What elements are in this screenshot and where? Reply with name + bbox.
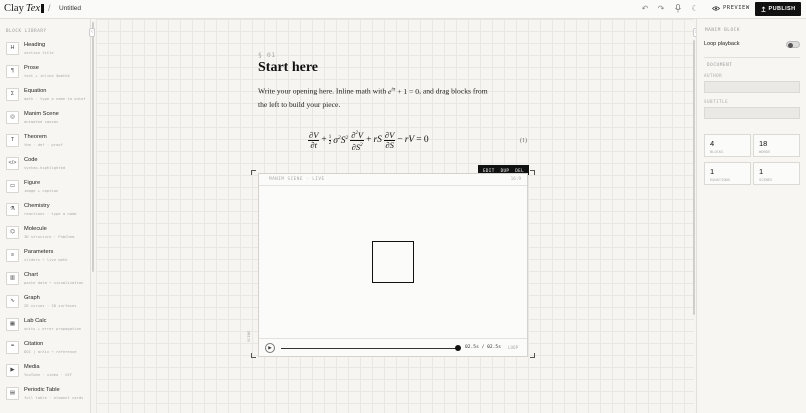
block-item-equation[interactable]	[6, 86, 90, 106]
theorem-icon: T	[6, 134, 19, 147]
block-item-theorem[interactable]	[6, 132, 90, 152]
block-item-heading[interactable]	[6, 40, 90, 60]
toggle-knob	[788, 43, 793, 48]
block-item-description: thm · def · proof	[24, 142, 63, 147]
block-item-prose[interactable]	[6, 63, 90, 83]
redo-icon[interactable]: ↷	[657, 4, 665, 13]
stat-blocks-value: 4	[710, 139, 715, 148]
author-field[interactable]	[704, 81, 800, 93]
block-item-chart[interactable]	[6, 270, 90, 290]
prose-text-line2: the left to build your piece.	[258, 99, 341, 109]
block-item-molecule[interactable]	[6, 224, 90, 244]
document-heading: DOCUMENT	[707, 63, 733, 68]
block-item-description: reactions · type a name	[24, 211, 77, 216]
graph-icon: ∿	[6, 295, 19, 308]
block-item-name: Media	[24, 364, 40, 370]
block-item-name: Lab Calc	[24, 318, 47, 324]
block-item-description: paste data → visualization	[24, 280, 84, 285]
microphone-icon[interactable]	[673, 4, 683, 14]
loop-playback-toggle[interactable]	[786, 41, 800, 48]
preview-button[interactable]	[712, 5, 750, 11]
stat-scenes-label: SCENES	[759, 178, 773, 182]
subtitle-label: SUBTITLE	[704, 99, 729, 104]
block-item-description: math · type a name to autof	[24, 96, 86, 101]
block-item-description: syntax-highlighted	[24, 165, 66, 170]
block-item-media[interactable]	[6, 362, 90, 382]
collapse-left-panel-button[interactable]: ‹	[89, 28, 95, 37]
subtitle-field[interactable]	[704, 107, 800, 119]
chart-icon: ▥	[6, 272, 19, 285]
stat-scenes-value: 1	[759, 167, 764, 176]
block-item-description: full table · element cards	[24, 395, 84, 400]
manim-header-divider	[259, 185, 527, 186]
moon-icon[interactable]: ☾	[691, 4, 699, 13]
block-item-name: Parameters	[24, 249, 54, 255]
block-item-code[interactable]	[6, 155, 90, 175]
selection-corner-br	[530, 353, 535, 358]
selection-corner-tr	[530, 170, 535, 175]
block-item-name: Code	[24, 157, 38, 163]
quote-icon: ❝	[6, 341, 19, 354]
block-library-panel	[0, 19, 91, 413]
media-icon: ▶	[6, 364, 19, 377]
loop-playback-label: Loop playback	[704, 41, 740, 47]
inline-math-base: e	[388, 86, 392, 96]
document-title[interactable]: Untitled	[59, 5, 82, 12]
stat-words-label: WORDS	[759, 150, 771, 154]
canvas-scrollbar[interactable]	[693, 40, 695, 315]
heading-icon: H	[6, 42, 19, 55]
manim-block-heading: MANIM BLOCK	[705, 28, 741, 33]
delete-block-button[interactable]: DEL	[515, 167, 525, 173]
block-item-description: image + caption	[24, 188, 59, 193]
eye-icon	[712, 6, 720, 11]
logo-word-clay: Clay	[4, 3, 24, 14]
block-item-description: animated canvas	[24, 119, 59, 124]
left-scrollbar[interactable]	[92, 22, 94, 272]
flask-icon: ⚗	[6, 203, 19, 216]
block-item-name: Figure	[24, 180, 41, 186]
logo-word-tex: Tex	[25, 3, 41, 14]
inline-math-sup: iπ	[391, 87, 396, 92]
stat-words	[753, 134, 800, 157]
sliders-icon: ≡	[6, 249, 19, 262]
eq-term-d2v: $\frac{\partial^2V}{\partial S^2}$	[351, 129, 364, 152]
calculator-icon: ▦	[6, 318, 19, 331]
block-item-description: YouTube · video · GIF	[24, 372, 73, 377]
selection-corner-tl	[251, 170, 256, 175]
block-library-heading: BLOCK LIBRARY	[6, 28, 47, 33]
heading-block[interactable]: Start here	[258, 60, 318, 75]
block-item-name: Citation	[24, 341, 44, 347]
stat-scenes	[753, 162, 800, 185]
logo-cursor-block	[41, 4, 44, 13]
block-item-chemistry[interactable]	[6, 201, 90, 221]
block-item-name: Manim Scene	[24, 111, 59, 117]
block-item-description: section title	[24, 50, 54, 55]
block-item-figure[interactable]	[6, 178, 90, 198]
aspect-ratio-label: 16:9	[510, 177, 521, 182]
manim-icon: ◎	[6, 111, 19, 124]
timeline-track[interactable]	[281, 348, 457, 349]
stat-equations-label: EQUATIONS	[710, 178, 730, 182]
properties-panel	[696, 19, 806, 413]
prose-text-b: , and drag blocks from	[419, 86, 488, 96]
playback-bar	[259, 338, 527, 357]
sigma-icon: Σ	[6, 88, 19, 101]
eq-term-half: $\frac{1}{2}$	[328, 134, 332, 146]
eq-term-dvds: $\frac{\partial V}{\partial S}$	[384, 129, 395, 150]
title-separator: /	[48, 3, 51, 13]
block-item-graph[interactable]	[6, 293, 90, 313]
block-item-name: Prose	[24, 65, 39, 71]
periodic-table-icon: ▤	[6, 387, 19, 400]
block-item-description: units + error propagation	[24, 326, 82, 331]
block-item-manim-scene[interactable]	[6, 109, 90, 129]
prose-text-a: Write your opening here. Inline math with	[258, 86, 389, 96]
block-item-name: Heading	[24, 42, 46, 48]
publish-button[interactable]	[755, 2, 801, 16]
block-item-lab-calc[interactable]	[6, 316, 90, 336]
playback-time: 02.5s / 02.5s	[465, 345, 501, 350]
molecule-icon: ⌬	[6, 226, 19, 239]
block-item-description: sliders → live math	[24, 257, 68, 262]
block-item-periodic-table[interactable]	[6, 385, 90, 405]
block-item-name: Chart	[24, 272, 38, 278]
manim-scene-block[interactable]	[258, 173, 528, 357]
stat-blocks-label: BLOCKS	[710, 150, 724, 154]
eq-term-dvdt: $\frac{\partial V}{\partial t}$	[309, 129, 319, 150]
block-item-name: Equation	[24, 88, 47, 94]
block-item-parameters[interactable]	[6, 247, 90, 267]
block-item-name: Molecule	[24, 226, 47, 232]
play-button[interactable]: ▶	[265, 343, 275, 353]
publish-label: PUBLISH	[768, 6, 796, 12]
selection-corner-bl	[251, 353, 256, 358]
code-icon: </>	[6, 157, 19, 170]
block-item-name: Chemistry	[24, 203, 50, 209]
loop-tag[interactable]: LOOP	[508, 345, 519, 350]
upload-icon	[761, 6, 766, 12]
app-logo[interactable]	[4, 3, 44, 14]
block-item-description: text + inline $math$	[24, 73, 70, 78]
stat-words-value: 18	[759, 139, 768, 148]
block-item-citation[interactable]	[6, 339, 90, 359]
figure-icon: ▭	[6, 180, 19, 193]
edit-block-button[interactable]: EDIT	[482, 167, 495, 173]
paragraph-icon: ¶	[6, 65, 19, 78]
block-item-description: DOI | arXiv → reference	[24, 349, 77, 354]
block-item-name: Periodic Table	[24, 387, 60, 393]
square-shape	[372, 241, 414, 283]
block-item-description: 2D curves · 3D surfaces	[24, 303, 77, 308]
equation-number: (1)	[520, 138, 527, 144]
equation-block[interactable]: $\frac{\partial V}{\partial t}$ + $\frac{1}{2}$ $\sigma^2S^2$ $\frac{\partial^2V}{\partial S^2}$ + rS $\frac{\partial V}{\partial S}$ − rV = 0	[309, 129, 429, 152]
stat-equations-value: 1	[710, 167, 715, 176]
top-bar	[0, 0, 806, 19]
author-label: AUTHOR	[704, 73, 723, 78]
timeline-scrubber[interactable]	[455, 345, 461, 351]
prose-block[interactable]	[258, 83, 528, 111]
undo-icon[interactable]: ↶	[641, 4, 649, 13]
block-item-name: Theorem	[24, 134, 47, 140]
panel-divider	[704, 57, 800, 58]
inline-math-rest: + 1 = 0	[395, 86, 420, 96]
preview-label: PREVIEW	[723, 5, 750, 11]
document-canvas	[96, 19, 694, 413]
stat-blocks	[704, 134, 751, 157]
manim-scene-label: MANIM SCENE · LIVE	[269, 177, 325, 182]
stat-equations	[704, 162, 751, 185]
section-number: § 01	[258, 51, 276, 59]
block-item-name: Graph	[24, 295, 40, 301]
scene-side-tag: SCENE	[246, 330, 251, 342]
block-item-description: 3D structure · PubChem	[24, 234, 75, 239]
inline-math	[388, 87, 419, 96]
duplicate-block-button[interactable]: DUP	[500, 167, 510, 173]
